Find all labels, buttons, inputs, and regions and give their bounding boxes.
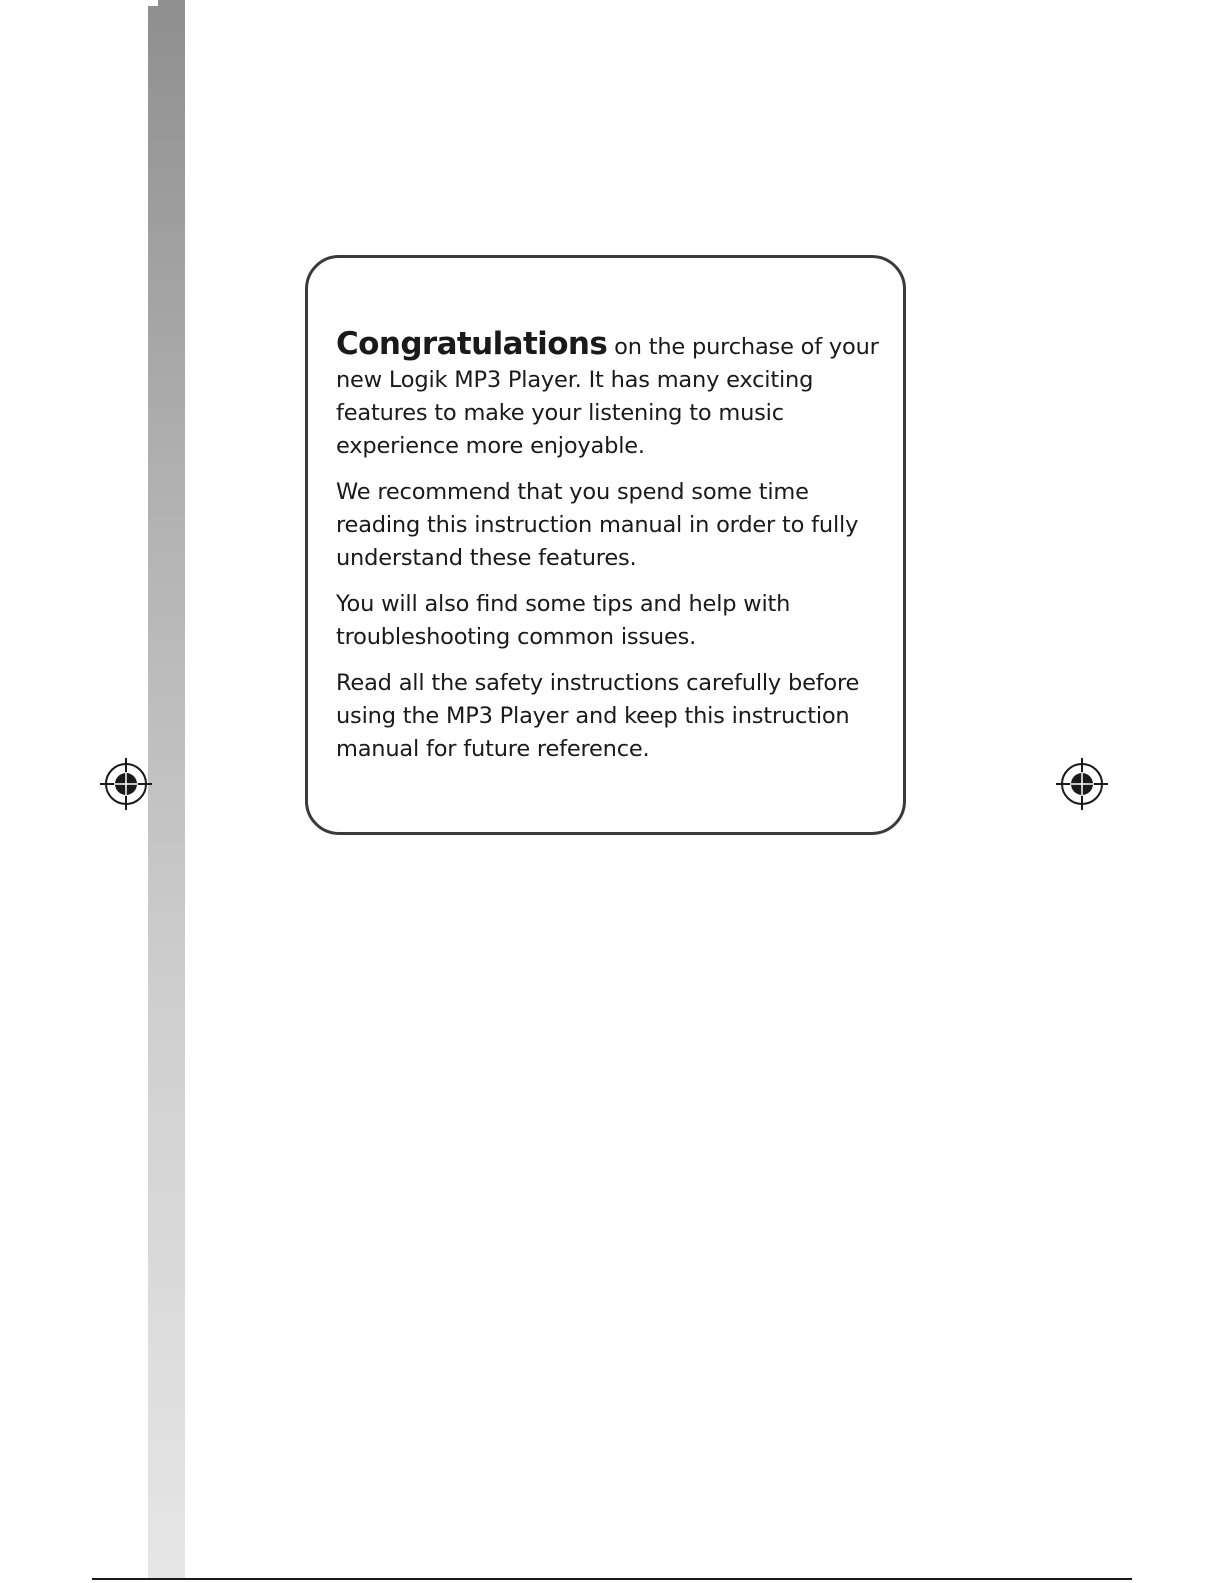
intro-paragraph-1 xyxy=(336,328,881,463)
intro-paragraph-1-text: on the purchase of your new Logik MP3 Player. It has many exciting features to make your listening to music experience more enjoyable. xyxy=(336,334,879,459)
side-color-strip xyxy=(148,0,185,1578)
intro-paragraph-4: Read all the safety instructions carefully before using the MP3 Player and keep this instruction manual for future reference. xyxy=(336,670,860,762)
intro-paragraph-2: We recommend that you spend some time reading this instruction manual in order to fully understand these features. xyxy=(336,479,859,571)
side-strip-notch xyxy=(148,0,158,6)
registration-mark-icon xyxy=(100,758,152,810)
registration-mark-icon xyxy=(1056,758,1108,810)
trim-line xyxy=(92,1578,1132,1580)
congratulations-heading: Congratulations xyxy=(336,326,608,362)
intro-text xyxy=(336,328,881,779)
intro-box xyxy=(305,255,906,835)
intro-paragraph-3: You will also ﬁnd some tips and help with troubleshooting common issues. xyxy=(336,591,791,650)
